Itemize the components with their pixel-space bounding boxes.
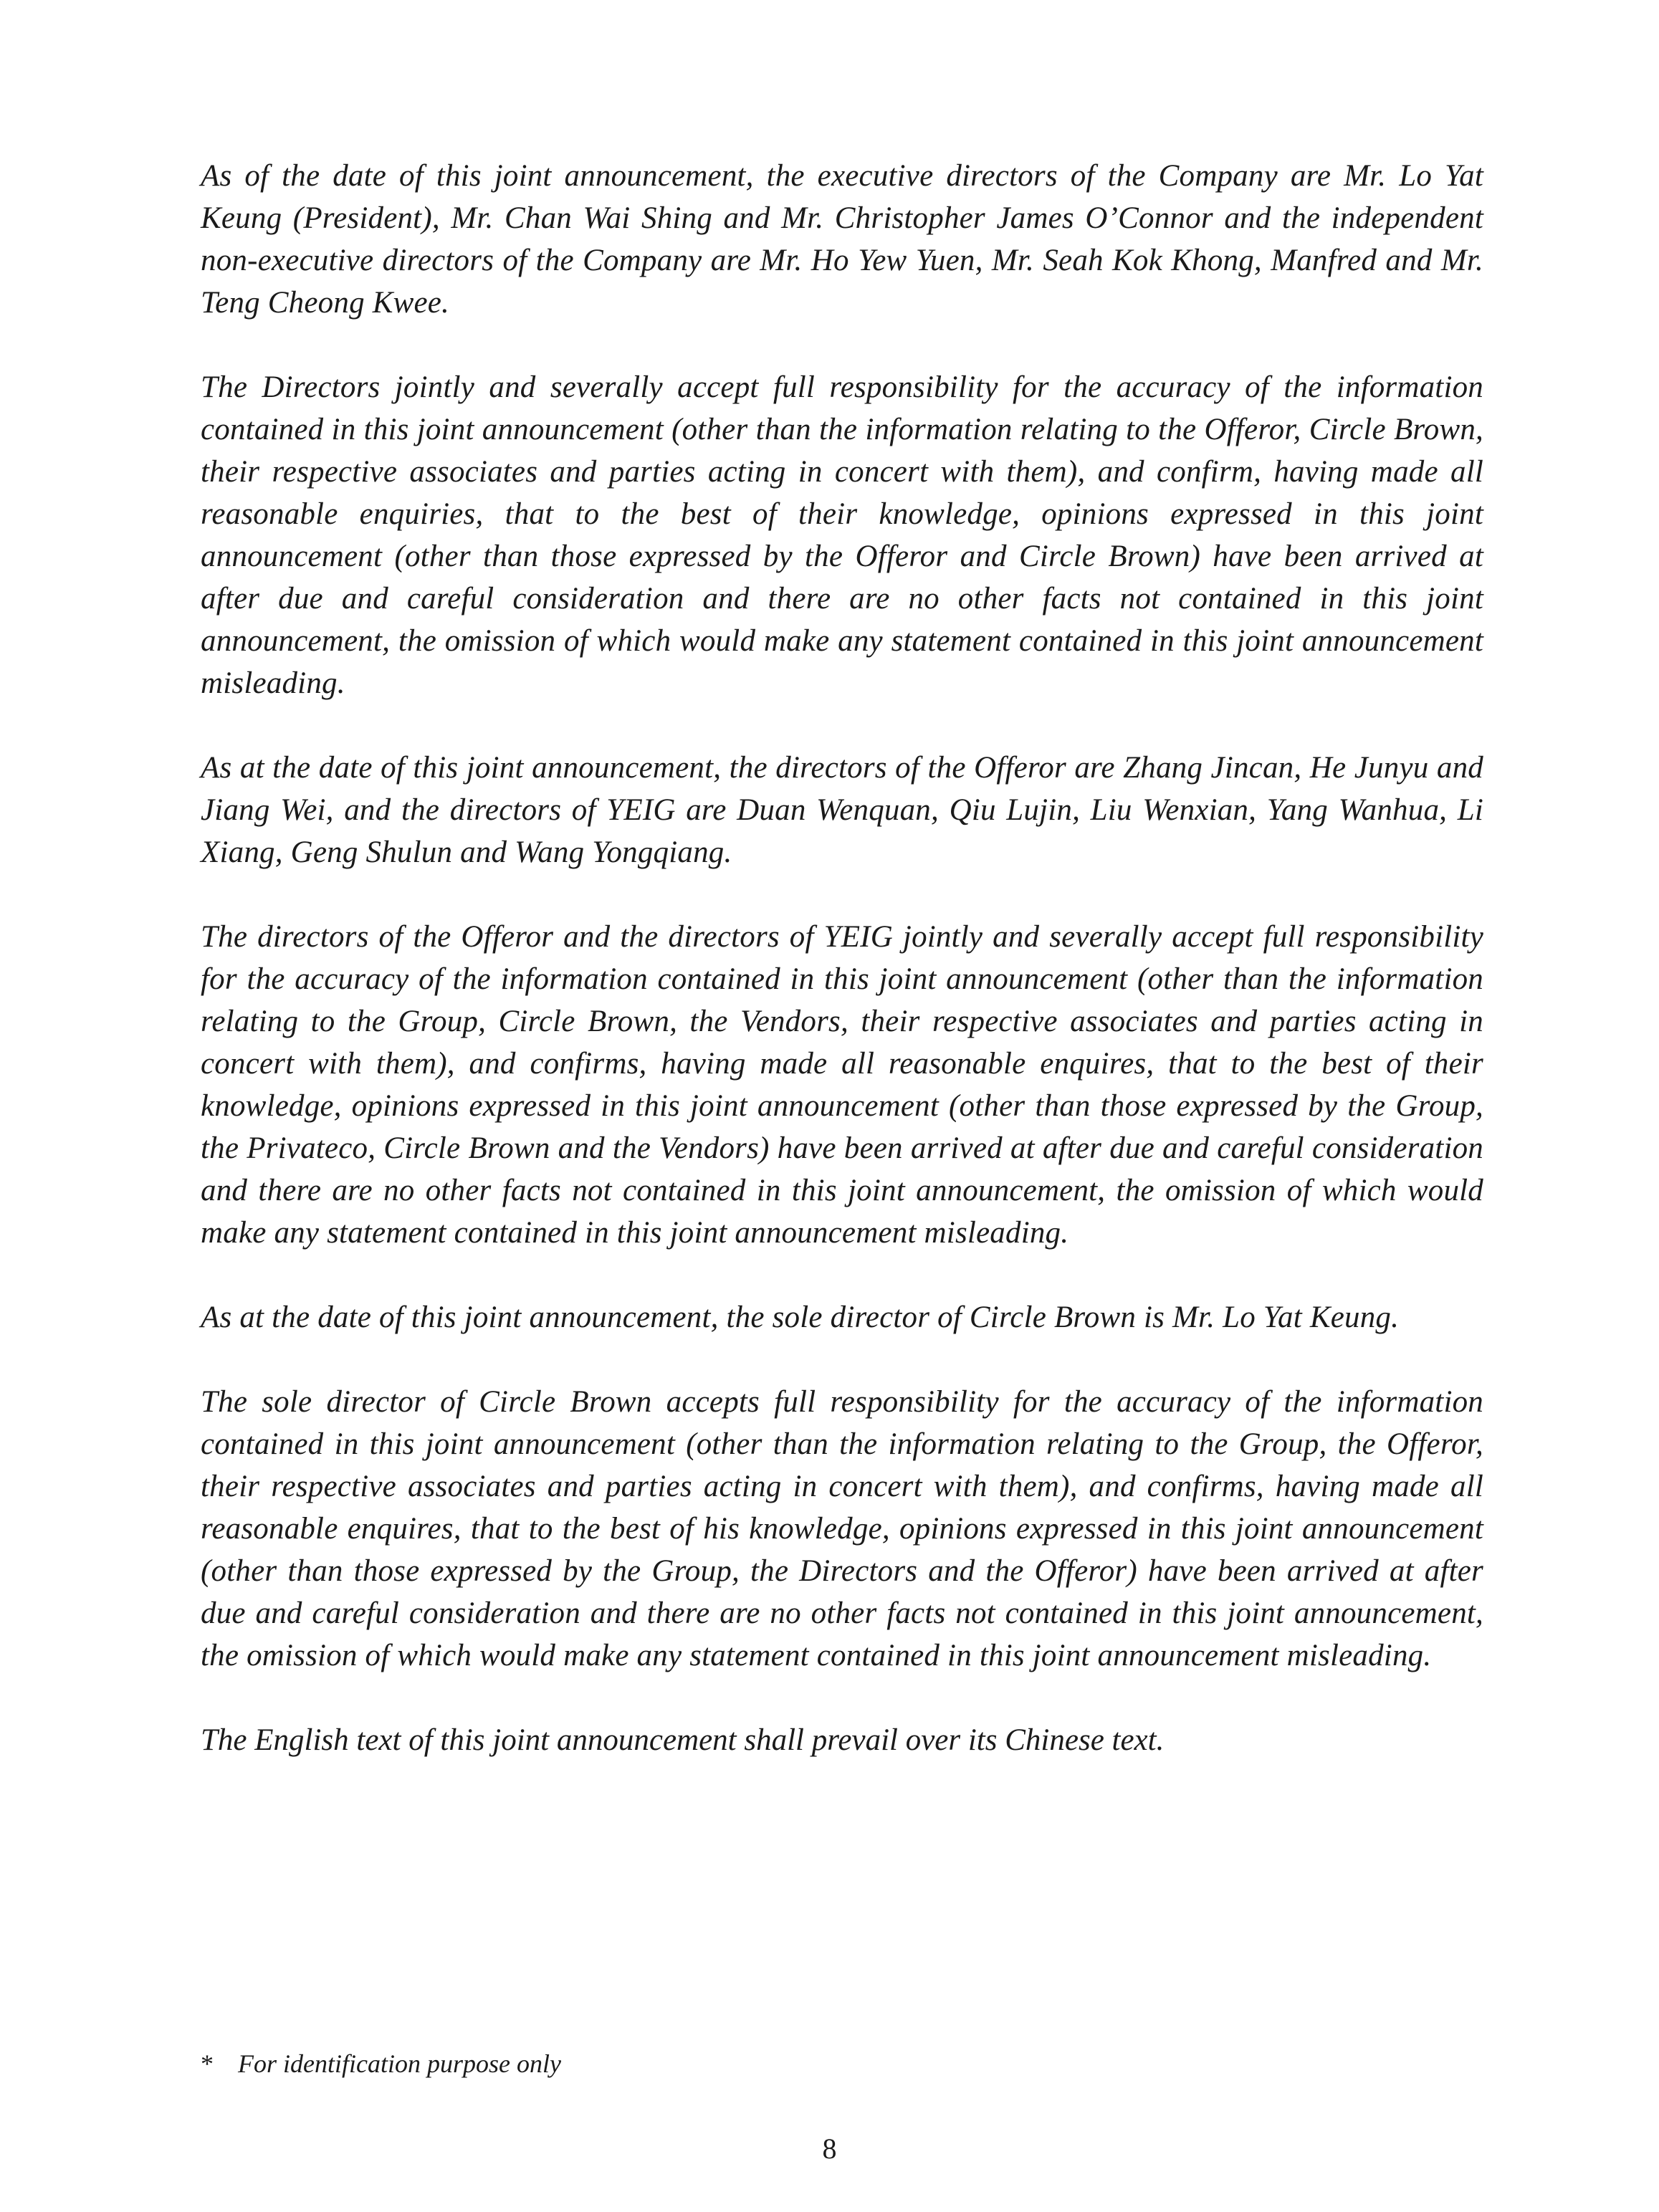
paragraph-directors-responsibility: The Directors jointly and severally accept full responsibility for the accuracy of the information contained in this joint announcement (other than the information relating to the Offeror, Circle Brown, their respective associates and parties acting in concert with them), and confirm, having made all reasonable enquiries, that to the best of their knowledge, opinions expressed in this joint announcement (other than those expressed by the Offeror and Circle Brown) have been arrived at after due and careful consideration and there are no other facts not contained in this joint announcement, the omission of which would make any statement contained in this joint announcement misleading. xyxy=(201,370,1483,700)
paragraph-circle-brown-director: As at the date of this joint announcement, the sole director of Circle Brown is Mr. Lo Yat Keung. xyxy=(201,1301,1400,1334)
paragraph-circle-brown-responsibility: The sole director of Circle Brown accepts full responsibility for the accuracy of the information contained in this joint announcement (other than the information relating to the Group, the Offeror, their respective associates and parties acting in concert with them), and confirms, having made all reasonable enquires, that to the best of his knowledge, opinions expressed in this joint announcement (other than those expressed by the Group, the Directors and the Offeror) have been arrived at after due and careful consideration and there are no other facts not contained in this joint announcement, the omission of which would make any statement contained in this joint announcement misleading. xyxy=(201,1385,1483,1672)
page-number: 8 xyxy=(822,2132,837,2165)
footnote xyxy=(201,2048,561,2079)
document-body xyxy=(201,155,1483,1761)
paragraph-offeror-responsibility: The directors of the Offeror and the directors of YEIG jointly and severally accept full responsibility for the accuracy of the information contained in this joint announcement (other than the information relating to the Group, Circle Brown, the Vendors, their respective associates and parties acting in concert with them), and confirms, having made all reasonable enquires, that to the best of their knowledge, opinions expressed in this joint announcement (other than those expressed by the Group, the Privateco, Circle Brown and the Vendors) have been arrived at after due and careful consideration and there are no other facts not contained in this joint announcement, the omission of which would make any statement contained in this joint announcement misleading. xyxy=(201,920,1483,1250)
footnote-mark: * xyxy=(201,2049,214,2078)
paragraph-company-directors: As of the date of this joint announcement, the executive directors of the Company are Mr. Lo Yat Keung (President), Mr. Chan Wai Shing and Mr. Christopher James O’Connor and the independent non-executive directors of the Company are Mr. Ho Yew Yuen, Mr. Seah Kok Khong, Manfred and Mr. Teng Cheong Kwee. xyxy=(201,159,1483,320)
paragraph-language-prevail: The English text of this joint announcement shall prevail over its Chinese text. xyxy=(201,1723,1165,1757)
footnote-text: For identification purpose only xyxy=(238,2049,561,2078)
paragraph-offeror-directors: As at the date of this joint announcement, the directors of the Offeror are Zhang Jincan, He Junyu and Jiang Wei, and the directors of YEIG are Duan Wenquan, Qiu Lujin, Liu Wenxian, Yang Wanhua, Li Xiang, Geng Shulun and Wang Yongqiang. xyxy=(201,751,1483,869)
